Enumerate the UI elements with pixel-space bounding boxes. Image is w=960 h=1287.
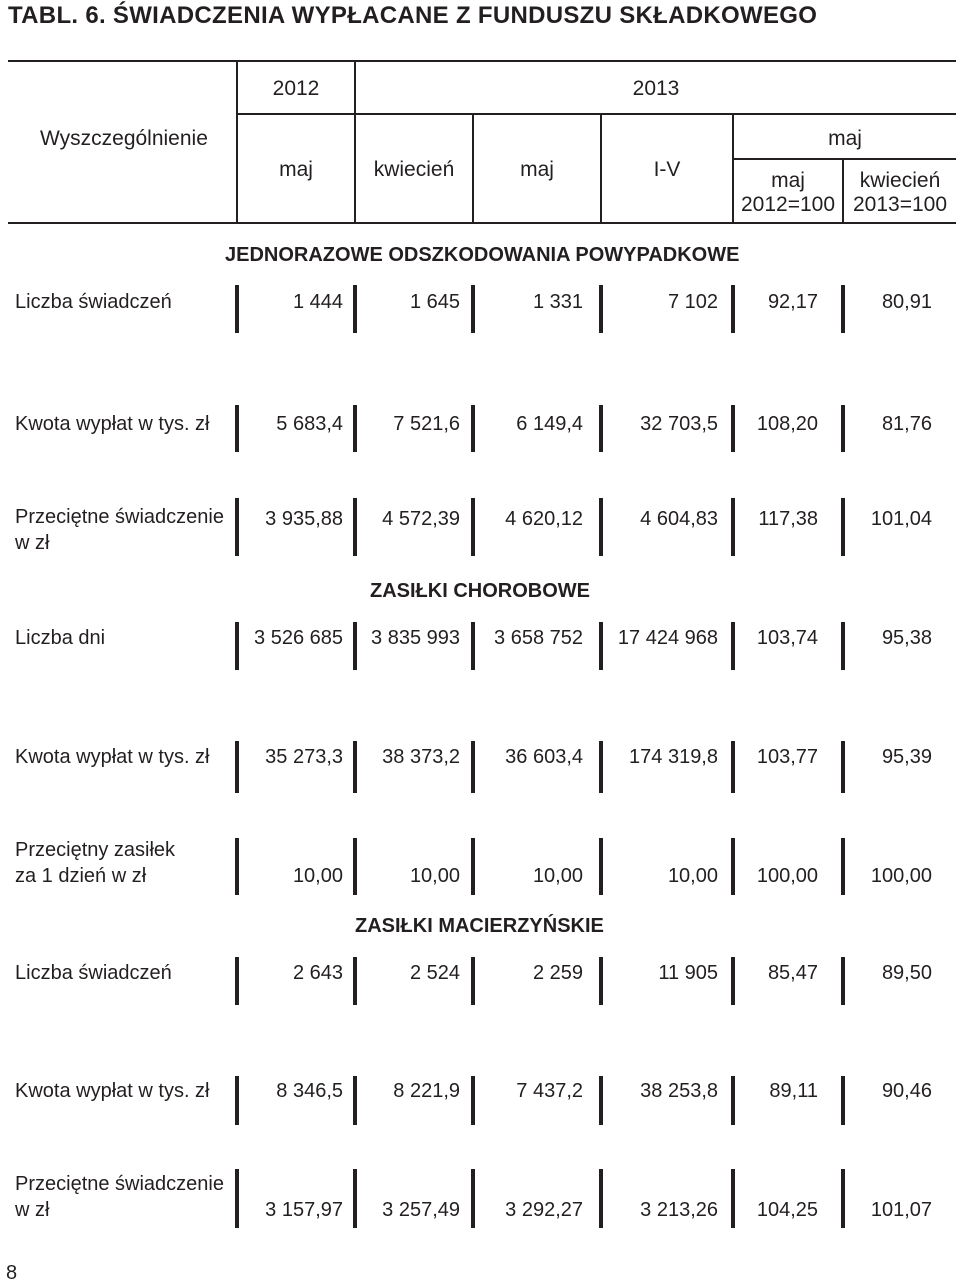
column-rule	[731, 622, 735, 670]
header-index-rule	[734, 158, 956, 160]
table-cell: 3 257,49	[382, 1199, 460, 1221]
table-cell: 10,00	[409, 865, 460, 887]
table-cell: 89,50	[881, 962, 932, 984]
header-year-rule	[238, 113, 956, 115]
table-cell: 4 620,12	[505, 508, 583, 530]
column-rule	[471, 741, 475, 793]
table-cell: 103,74	[756, 627, 818, 649]
column-rule	[841, 838, 845, 895]
column-rule	[841, 285, 845, 333]
column-rule	[353, 838, 357, 895]
table-cell: 36 603,4	[505, 746, 583, 768]
table-cell: 3 292,27	[505, 1199, 583, 1221]
table-cell: 2 259	[532, 962, 583, 984]
table-cell: 10,00	[667, 865, 718, 887]
column-rule	[235, 285, 239, 333]
table-cell: 7 437,2	[516, 1080, 583, 1102]
column-rule	[841, 1076, 845, 1125]
column-rule	[599, 498, 603, 556]
row-label: Przeciętne świadczenie	[15, 1173, 224, 1195]
column-rule	[235, 741, 239, 793]
column-rule	[353, 1076, 357, 1125]
header-bottom-rule	[8, 222, 956, 224]
table-cell: 85,47	[767, 962, 818, 984]
page-number: 8	[6, 1262, 18, 1284]
table-cell: 7 102	[667, 291, 718, 313]
table-cell: 101,04	[870, 508, 932, 530]
header-col-i-v: I-V	[653, 158, 681, 181]
header-col-maj-2012: maj	[279, 158, 313, 181]
column-rule	[731, 1169, 735, 1228]
table-cell: 1 331	[532, 291, 583, 313]
header-row-label: Wyszczególnienie	[40, 127, 208, 150]
column-rule	[235, 405, 239, 452]
table-cell: 38 253,8	[640, 1080, 718, 1102]
header-year-2013: 2013	[632, 77, 680, 100]
table-cell: 38 373,2	[382, 746, 460, 768]
table-cell: 8 346,5	[276, 1080, 343, 1102]
table-cell: 11 905	[658, 962, 718, 984]
column-rule	[731, 741, 735, 793]
table-cell: 3 935,88	[265, 508, 343, 530]
table-cell: 100,00	[756, 865, 818, 887]
column-rule	[471, 622, 475, 670]
column-rule	[841, 498, 845, 556]
table-cell: 10,00	[532, 865, 583, 887]
table-cell: 2 643	[292, 962, 343, 984]
table-cell: 32 703,5	[640, 413, 718, 435]
table-cell: 1 444	[292, 291, 343, 313]
table-cell: 3 526 685	[254, 627, 343, 649]
column-rule	[235, 498, 239, 556]
row-label-continued: za 1 dzień w zł	[15, 865, 147, 887]
header-top-rule	[8, 60, 956, 62]
table-cell: 95,38	[881, 627, 932, 649]
column-rule	[599, 405, 603, 452]
table-cell: 3 835 993	[371, 627, 460, 649]
header-index1-line2: 2012=100	[740, 193, 836, 216]
row-label: Kwota wypłat w tys. zł	[15, 413, 210, 435]
table-cell: 174 319,8	[629, 746, 718, 768]
row-label: Liczba dni	[15, 627, 106, 649]
column-rule	[471, 957, 475, 1005]
table-cell: 7 521,6	[393, 413, 460, 435]
table-cell: 2 524	[409, 962, 460, 984]
column-rule	[353, 405, 357, 452]
column-rule	[731, 1076, 735, 1125]
column-rule	[841, 622, 845, 670]
section-title: JEDNORAZOWE ODSZKODOWANIA POWYPADKOWE	[225, 244, 740, 266]
column-rule	[731, 838, 735, 895]
column-rule	[235, 838, 239, 895]
table-cell: 3 157,97	[265, 1199, 343, 1221]
table-cell: 4 604,83	[640, 508, 718, 530]
table-cell: 10,00	[292, 865, 343, 887]
table-cell: 6 149,4	[516, 413, 583, 435]
column-rule	[353, 285, 357, 333]
section-title: ZASIŁKI MACIERZYŃSKIE	[355, 915, 604, 937]
column-rule	[599, 622, 603, 670]
table-cell: 81,76	[881, 413, 932, 435]
header-index1-line1: maj	[771, 169, 805, 192]
column-rule	[599, 1076, 603, 1125]
column-rule	[599, 957, 603, 1005]
column-rule	[353, 498, 357, 556]
column-rule	[235, 1169, 239, 1228]
column-rule	[731, 285, 735, 333]
table-cell: 101,07	[870, 1199, 932, 1221]
row-label: Przeciętny zasiłek	[15, 839, 176, 861]
column-rule	[841, 405, 845, 452]
column-rule	[599, 1169, 603, 1228]
table-cell: 100,00	[870, 865, 932, 887]
header-col-kwiecien: kwiecień	[373, 158, 455, 181]
table-cell: 108,20	[756, 413, 818, 435]
table-cell: 3 213,26	[640, 1199, 718, 1221]
row-label: Kwota wypłat w tys. zł	[15, 746, 210, 768]
column-rule	[471, 838, 475, 895]
column-rule	[841, 741, 845, 793]
table-cell: 3 658 752	[494, 627, 583, 649]
table-cell: 95,39	[881, 746, 932, 768]
column-rule	[841, 957, 845, 1005]
table-cell: 4 572,39	[382, 508, 460, 530]
column-rule	[353, 622, 357, 670]
table-cell: 35 273,3	[265, 746, 343, 768]
row-label-continued: w zł	[15, 532, 50, 554]
column-rule	[471, 1076, 475, 1125]
table-cell: 90,46	[881, 1080, 932, 1102]
column-rule	[353, 1169, 357, 1228]
column-rule	[599, 741, 603, 793]
header-col-maj-2013: maj	[520, 158, 554, 181]
column-rule	[599, 838, 603, 895]
table-cell: 1 645	[409, 291, 460, 313]
table-cell: 89,11	[769, 1080, 818, 1102]
column-rule	[353, 741, 357, 793]
column-rule	[841, 1169, 845, 1228]
table-cell: 5 683,4	[276, 413, 343, 435]
column-rule	[353, 957, 357, 1005]
row-label: Liczba świadczeń	[15, 291, 172, 313]
header-index2-line1: kwiecień	[859, 169, 941, 192]
column-rule	[235, 957, 239, 1005]
table-cell: 80,91	[881, 291, 932, 313]
column-rule	[731, 498, 735, 556]
column-rule	[599, 285, 603, 333]
row-label: Kwota wypłat w tys. zł	[15, 1080, 210, 1102]
column-rule	[235, 622, 239, 670]
header-index-group: maj	[828, 127, 862, 150]
column-rule	[471, 285, 475, 333]
row-label: Liczba świadczeń	[15, 962, 172, 984]
column-rule	[235, 1076, 239, 1125]
table-title: TABL. 6. ŚWIADCZENIA WYPŁACANE Z FUNDUSZU SKŁADKOWEGO	[8, 2, 818, 29]
table-cell: 104,25	[756, 1199, 818, 1221]
table-cell: 117,38	[758, 508, 818, 530]
row-label-continued: w zł	[15, 1199, 50, 1221]
header-index2-line2: 2013=100	[852, 193, 948, 216]
row-label: Przeciętne świadczenie	[15, 506, 224, 528]
column-rule	[731, 405, 735, 452]
table-cell: 92,17	[767, 291, 818, 313]
table-cell: 103,77	[756, 746, 818, 768]
section-title: ZASIŁKI CHOROBOWE	[370, 580, 590, 602]
column-rule	[471, 405, 475, 452]
header-year-2012: 2012	[272, 77, 320, 100]
table-cell: 17 424 968	[617, 627, 718, 649]
table-cell: 8 221,9	[393, 1080, 460, 1102]
column-rule	[471, 1169, 475, 1228]
column-rule	[731, 957, 735, 1005]
column-rule	[471, 498, 475, 556]
